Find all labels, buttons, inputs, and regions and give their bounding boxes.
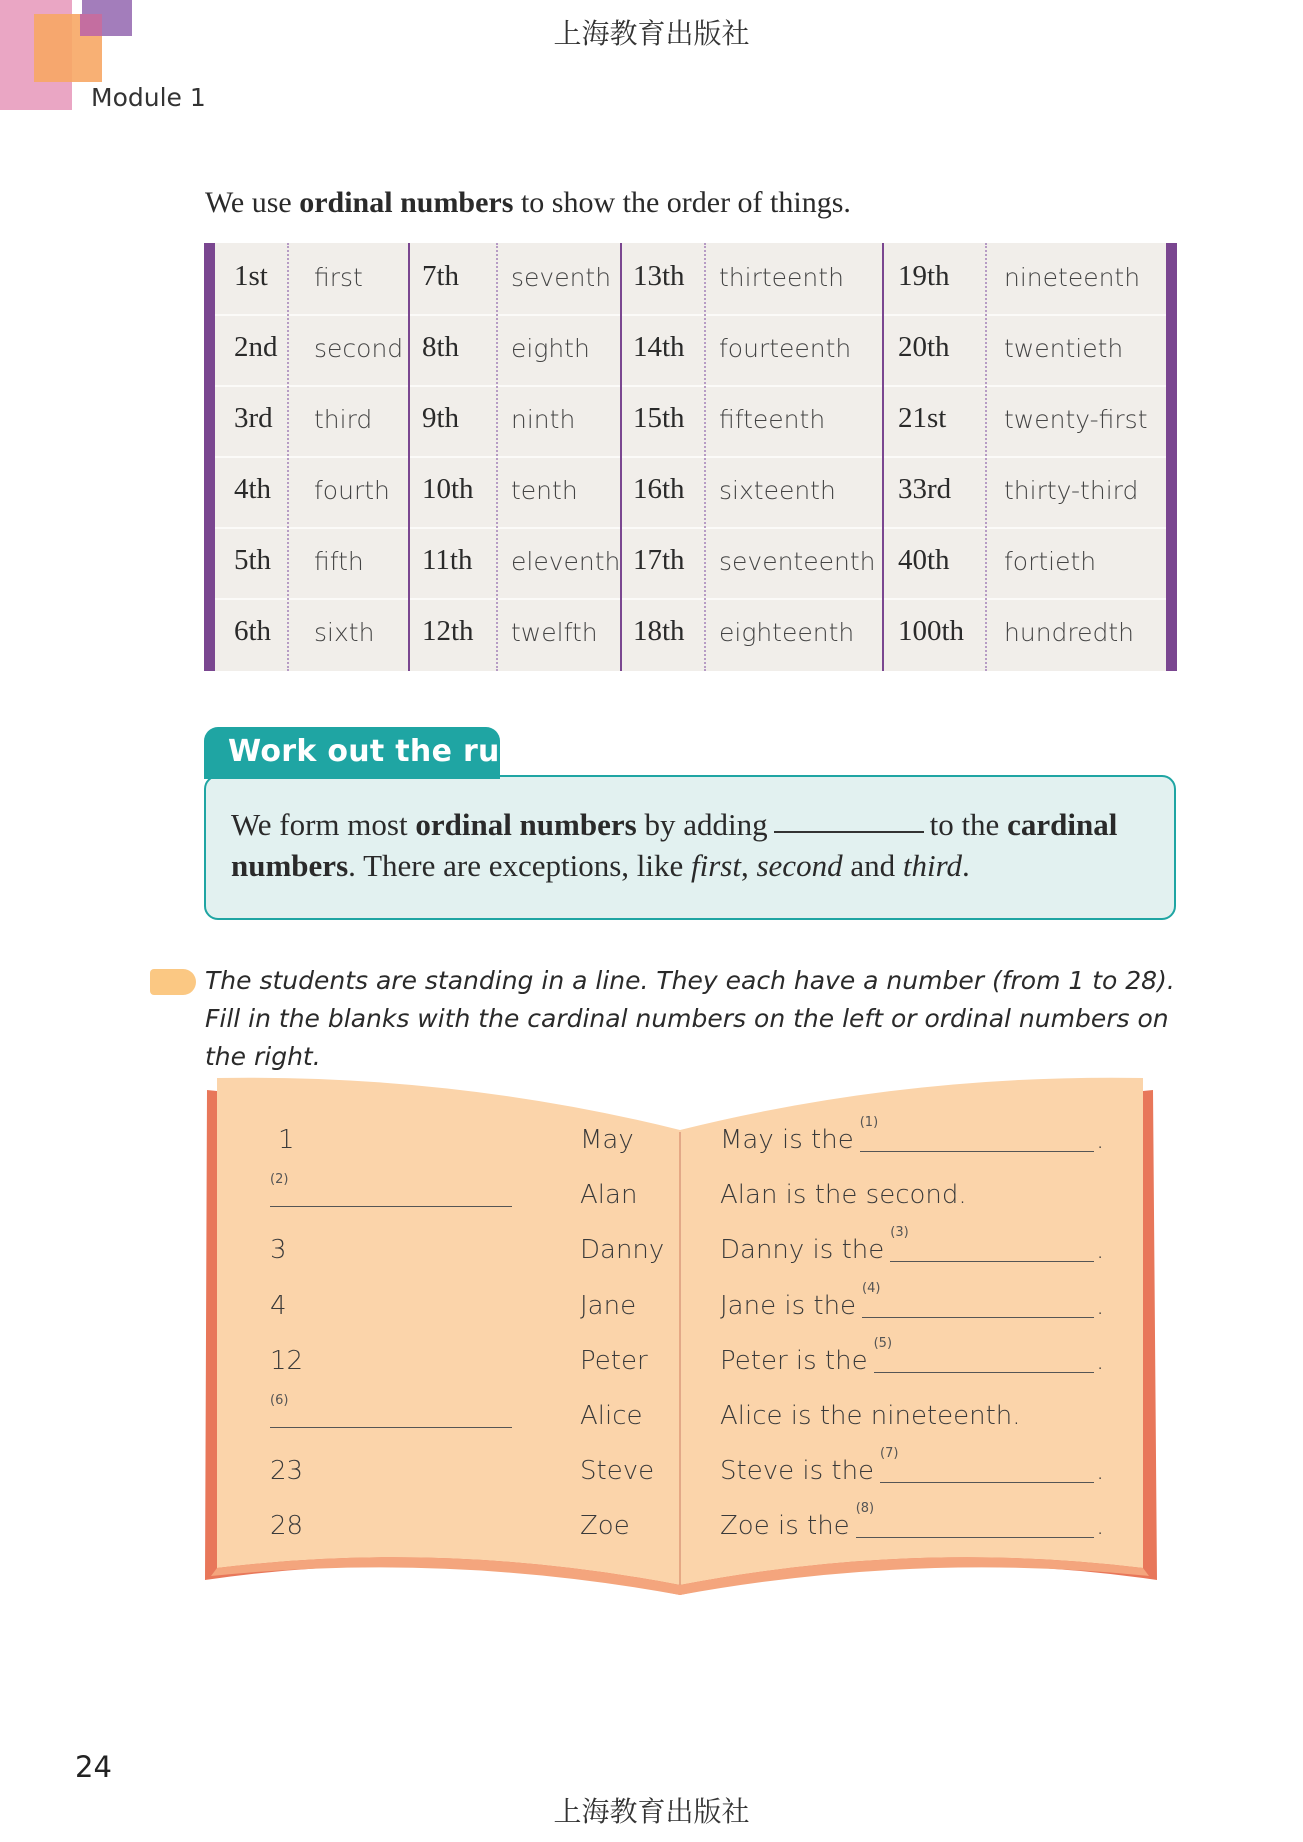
sentence-period: . bbox=[1096, 1125, 1105, 1155]
ordinal-word: fifth bbox=[314, 547, 364, 576]
cardinal-number: 4 bbox=[270, 1291, 287, 1321]
cardinal-number: 1 bbox=[278, 1125, 295, 1155]
sentence-period: . bbox=[1096, 1346, 1105, 1376]
sentence: Alice is the nineteenth. bbox=[720, 1401, 1021, 1431]
student-name: Peter bbox=[580, 1346, 648, 1376]
ordinal-numbers-table bbox=[204, 243, 1177, 671]
ordinal-number: 13th bbox=[633, 260, 685, 292]
ordinal-number: 3rd bbox=[234, 402, 273, 434]
page-number: 24 bbox=[75, 1750, 112, 1784]
ordinal-number: 21st bbox=[898, 402, 947, 434]
rule-text: We form most ordinal numbers by adding to the cardinal numbers. There are exceptions, like first, second and third. bbox=[231, 807, 1118, 883]
sentence: Zoe is the bbox=[720, 1511, 850, 1541]
sentence: May is the bbox=[720, 1125, 854, 1155]
ordinal-word: twelfth bbox=[511, 618, 598, 647]
student-name: Alice bbox=[580, 1401, 643, 1431]
sentence: Jane is the bbox=[720, 1291, 857, 1321]
ordinal-blank[interactable] bbox=[860, 1151, 1094, 1152]
ordinal-number: 14th bbox=[633, 331, 685, 363]
ordinal-number: 100th bbox=[898, 615, 965, 647]
ordinal-word: eleventh bbox=[511, 547, 621, 576]
rule-blank[interactable] bbox=[774, 831, 924, 833]
instruction-text: The students are standing in a line. They each have a number (from 1 to 28). Fill in the blanks with the cardinal numbers on the left or ordinal numbers on the right. bbox=[205, 966, 1175, 1071]
student-name: Zoe bbox=[580, 1511, 630, 1541]
ordinal-blank[interactable] bbox=[890, 1261, 1094, 1262]
student-name: Danny bbox=[580, 1235, 665, 1265]
cardinal-number: 3 bbox=[270, 1235, 287, 1265]
student-name: Steve bbox=[580, 1456, 655, 1486]
ordinal-number: 19th bbox=[898, 260, 950, 292]
ordinal-word: first bbox=[314, 263, 363, 292]
ordinal-word: eighteenth bbox=[719, 618, 855, 647]
ordinal-word: eighth bbox=[511, 334, 590, 363]
ordinal-number: 8th bbox=[422, 331, 460, 363]
blank-number: (3) bbox=[890, 1225, 909, 1240]
ordinal-number: 16th bbox=[633, 473, 685, 505]
ordinal-word: hundredth bbox=[1004, 618, 1135, 647]
ordinal-blank[interactable] bbox=[862, 1317, 1094, 1318]
ordinal-number: 10th bbox=[422, 473, 474, 505]
ordinal-number: 2nd bbox=[234, 331, 278, 363]
cardinal-blank[interactable] bbox=[270, 1427, 512, 1428]
sentence: Alan is the second. bbox=[720, 1180, 967, 1210]
ordinal-word: tenth bbox=[511, 476, 578, 505]
blank-number: (6) bbox=[270, 1393, 289, 1408]
ordinal-number: 1st bbox=[234, 260, 268, 292]
student-name: Jane bbox=[580, 1291, 637, 1321]
ordinal-blank[interactable] bbox=[856, 1537, 1094, 1538]
blank-number: (8) bbox=[855, 1501, 875, 1516]
ordinal-number: 7th bbox=[422, 260, 460, 292]
ordinal-word: second bbox=[314, 334, 404, 363]
ordinal-word: sixteenth bbox=[719, 476, 836, 505]
ordinal-word: nineteenth bbox=[1004, 263, 1141, 292]
ordinal-number: 12th bbox=[422, 615, 474, 647]
rule-title: Work out the rule bbox=[228, 734, 531, 769]
ordinal-word: seventh bbox=[511, 263, 612, 292]
instruction-marker bbox=[150, 969, 196, 995]
ordinal-number: 11th bbox=[422, 544, 473, 576]
sentence: Danny is the bbox=[720, 1235, 885, 1265]
ordinal-word: fortieth bbox=[1004, 547, 1097, 576]
sentence-period: . bbox=[1096, 1456, 1105, 1486]
sentence: Steve is the bbox=[720, 1456, 875, 1486]
sentence-period: . bbox=[1096, 1291, 1105, 1321]
blank-number: (7) bbox=[880, 1446, 899, 1461]
publisher-footer: 上海教育出版社 bbox=[553, 1795, 750, 1828]
ordinal-number: 15th bbox=[633, 402, 685, 434]
ordinal-number: 17th bbox=[633, 544, 685, 576]
ordinal-word: twenty-first bbox=[1004, 405, 1148, 434]
ordinal-word: third bbox=[314, 405, 373, 434]
cardinal-blank[interactable] bbox=[270, 1206, 512, 1207]
book-column-divider bbox=[680, 1132, 681, 1562]
ordinal-number: 40th bbox=[898, 544, 950, 576]
ordinal-word: thirteenth bbox=[719, 263, 844, 292]
cardinal-number: 28 bbox=[270, 1511, 304, 1541]
ordinal-word: fourth bbox=[314, 476, 390, 505]
ordinal-number: 9th bbox=[422, 402, 460, 434]
ordinal-number: 5th bbox=[234, 544, 272, 576]
ordinal-word: seventeenth bbox=[719, 547, 876, 576]
sentence-period: . bbox=[1096, 1235, 1105, 1265]
sentence: Peter is the bbox=[720, 1346, 868, 1376]
blank-number: (2) bbox=[270, 1172, 289, 1187]
blank-number: (5) bbox=[873, 1336, 893, 1351]
ordinal-word: thirty-third bbox=[1004, 476, 1139, 505]
ordinal-number: 6th bbox=[234, 615, 272, 647]
student-name: May bbox=[580, 1125, 634, 1155]
cardinal-number: 12 bbox=[270, 1346, 304, 1376]
sentence-period: . bbox=[1096, 1511, 1105, 1541]
ordinal-word: fourteenth bbox=[719, 334, 852, 363]
ordinal-number: 4th bbox=[234, 473, 272, 505]
ordinal-word: sixth bbox=[314, 618, 375, 647]
ordinal-word: twentieth bbox=[1004, 334, 1124, 363]
ordinal-number: 18th bbox=[633, 615, 685, 647]
ordinal-word: ninth bbox=[511, 405, 576, 434]
publisher-header: 上海教育出版社 bbox=[553, 17, 750, 50]
ordinal-blank[interactable] bbox=[880, 1482, 1094, 1483]
cardinal-number: 23 bbox=[270, 1456, 304, 1486]
ordinal-number: 20th bbox=[898, 331, 950, 363]
student-name: Alan bbox=[580, 1180, 638, 1210]
ordinal-blank[interactable] bbox=[874, 1372, 1094, 1373]
ordinal-word: fifteenth bbox=[719, 405, 826, 434]
module-label: Module 1 bbox=[91, 83, 206, 112]
blank-number: (4) bbox=[862, 1281, 881, 1296]
ordinal-number: 33rd bbox=[898, 473, 952, 505]
intro-sentence: We use ordinal numbers to show the order of things. bbox=[205, 186, 851, 219]
blank-number: (1) bbox=[859, 1115, 879, 1130]
